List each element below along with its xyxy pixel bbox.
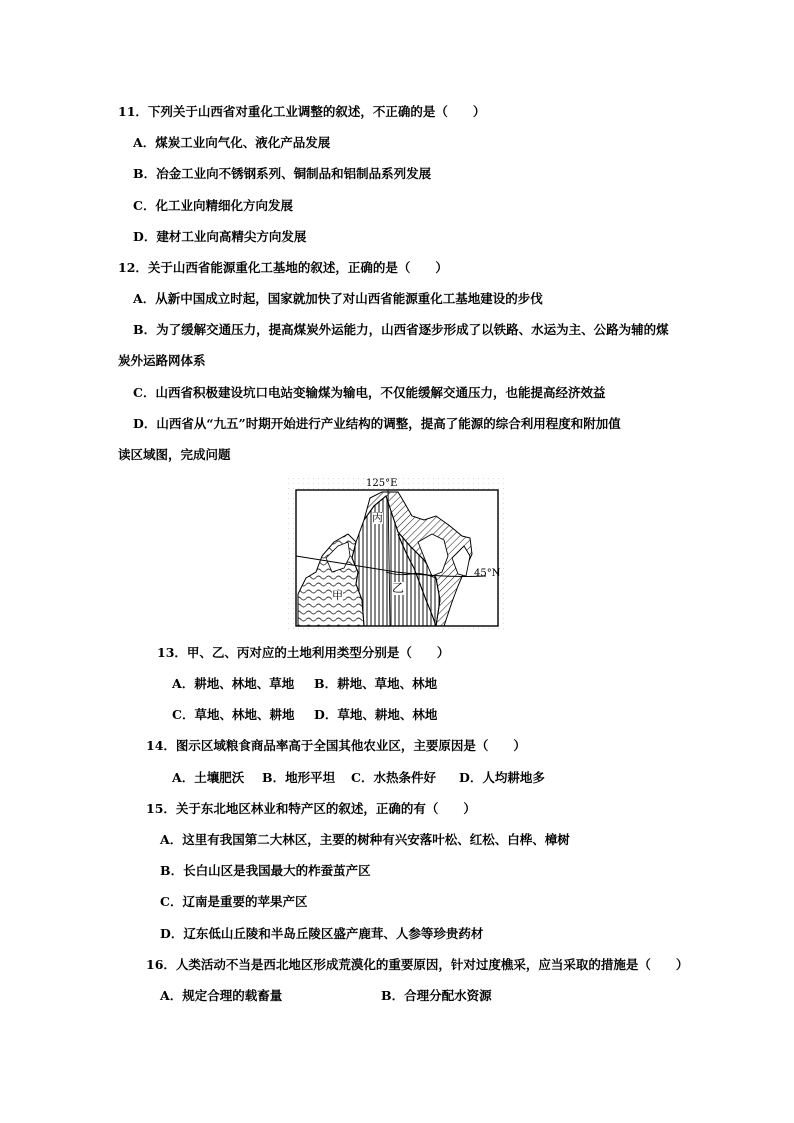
q15-option-b: B．长白山区是我国最大的柞蚕茧产区 bbox=[160, 863, 371, 878]
q13-option-d: D．草地、耕地、林地 bbox=[314, 707, 438, 722]
q15-option-a: A．这里有我国第二大林区，主要的树种有兴安落叶松、红松、白桦、樟树 bbox=[160, 832, 570, 847]
q12-option-b-line2: 炭外运路网体系 bbox=[118, 353, 206, 368]
q11-option-d: D．建材工业向高精尖方向发展 bbox=[133, 229, 307, 244]
q15-option-c: C．辽南是重要的苹果产区 bbox=[160, 894, 308, 909]
q16-option-b: B．合理分配水资源 bbox=[381, 988, 492, 1003]
q13-option-a: A．耕地、林地、草地 bbox=[172, 676, 295, 691]
q14-option-d: D．人均耕地多 bbox=[459, 770, 545, 785]
lon-label: 125°E bbox=[366, 478, 398, 489]
q13-option-b: B．耕地、草地、林地 bbox=[314, 676, 438, 691]
q11-option-c: C．化工业向精细化方向发展 bbox=[133, 198, 293, 213]
q12-option-c: C．山西省积极建设坑口电站变输煤为输电，不仅能缓解交通压力，也能提高经济效益 bbox=[133, 385, 606, 400]
label-jia: 甲 bbox=[332, 589, 343, 602]
q14-option-a: A．土壤肥沃 bbox=[172, 770, 245, 785]
q12-option-a: A．从新中国成立时起，国家就加快了对山西省能源重化工基地建设的步伐 bbox=[133, 291, 543, 306]
q16-option-a: A．规定合理的载畜量 bbox=[160, 988, 283, 1003]
q11-option-a: A．煤炭工业向气化、液化产品发展 bbox=[133, 135, 331, 150]
q15-stem: 15．关于东北地区林业和特产区的叙述，正确的有（ ） bbox=[146, 801, 476, 816]
q12-stem: 12．关于山西省能源重化工基地的叙述，正确的是（ ） bbox=[118, 260, 448, 275]
q12-option-b-line1: B．为了缓解交通压力，提高煤炭外运能力，山西省逐步形成了以铁路、水运为主、公路为辅的煤 bbox=[133, 322, 669, 337]
label-yi: 乙 bbox=[392, 581, 405, 595]
q13-option-c: C．草地、林地、耕地 bbox=[172, 707, 295, 722]
region-map bbox=[286, 476, 508, 631]
q12-option-d: D．山西省从“九五”时期开始进行产业结构的调整，提高了能源的综合利用程度和附加值 bbox=[133, 416, 621, 431]
q13-stem: 13．甲、乙、丙对应的土地利用类型分别是（ ） bbox=[157, 645, 450, 660]
q16-stem: 16．人类活动不当是西北地区形成荒漠化的重要原因，针对过度樵采，应当采取的措施是（ ） bbox=[146, 957, 689, 972]
q15-option-d: D．辽东低山丘陵和半岛丘陵区盛产鹿茸、人参等珍贵药材 bbox=[160, 926, 484, 941]
q11-stem: 11．下列关于山西省对重化工业调整的叙述，不正确的是（ ） bbox=[118, 104, 486, 119]
q14-stem: 14．图示区域粮食商品率高于全国其他农业区，主要原因是（ ） bbox=[146, 738, 526, 753]
q11-option-b: B．冶金工业向不锈钢系列、铜制品和铝制品系列发展 bbox=[133, 166, 432, 181]
map-intro: 读区域图，完成问题 bbox=[118, 447, 231, 462]
lat-label: 45°N bbox=[474, 568, 501, 579]
q14-option-b: B．地形平坦 bbox=[262, 770, 336, 785]
q14-option-c: C．水热条件好 bbox=[351, 770, 436, 785]
label-bing: 丙 bbox=[372, 511, 383, 524]
